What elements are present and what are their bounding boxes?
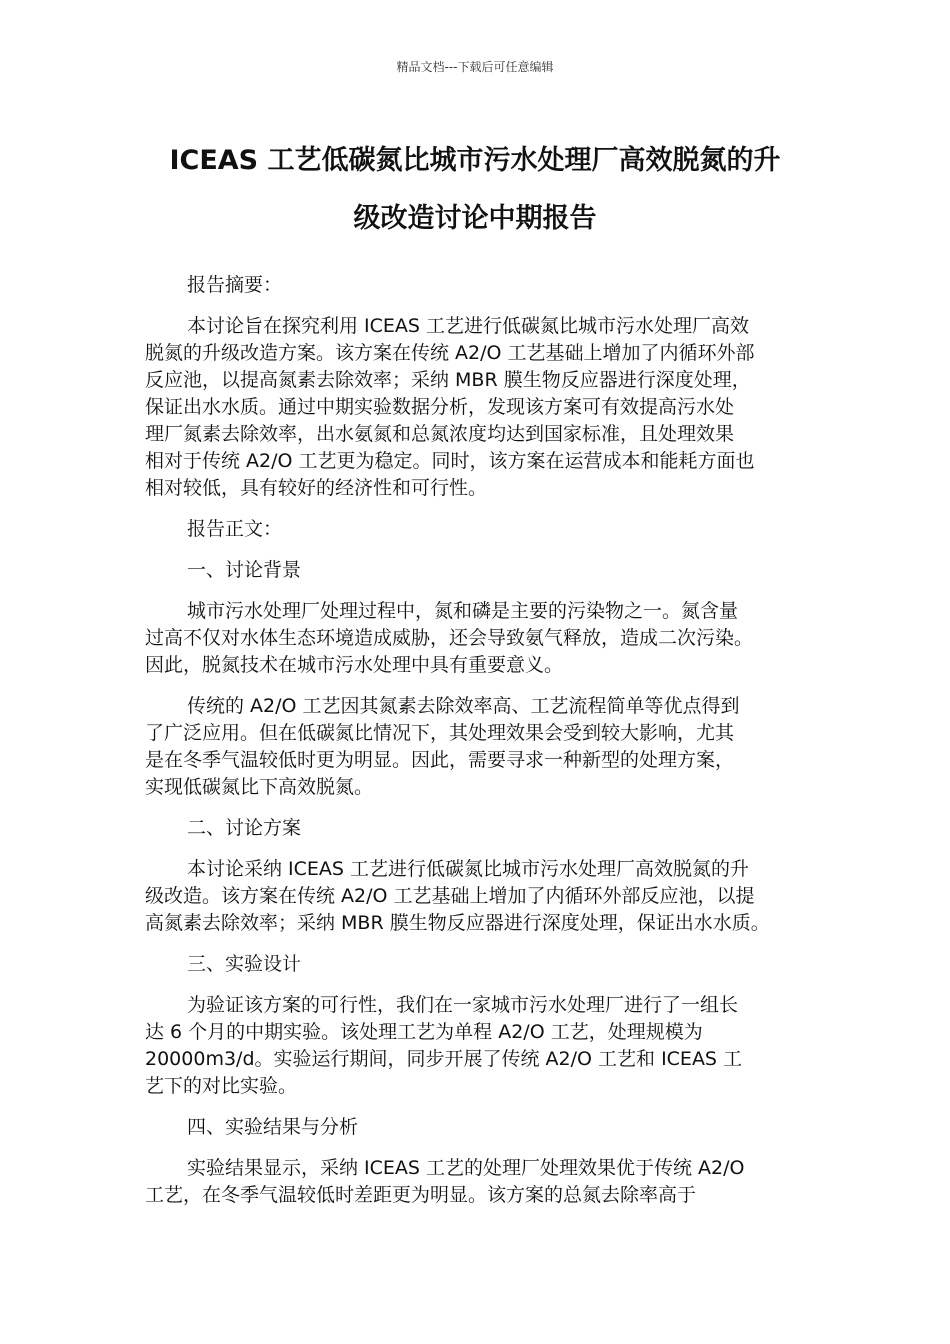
text-line: 为验证该方案的可行性，我们在一家城市污水处理厂进行了一组长 <box>187 994 739 1016</box>
text-line: 实验结果显示，采纳 ICEAS 工艺的处理厂处理效果优于传统 A2/O <box>187 1157 745 1179</box>
text-line: 报告正文： <box>187 518 283 540</box>
text-line: 因此，脱氮技术在城市污水处理中具有重要意义。 <box>145 654 564 676</box>
text-line: 传统的 A2/O 工艺因其氮素去除效率高、工艺流程简单等优点得到 <box>187 695 740 717</box>
document-title-line-2: 级改造讨论中期报告 <box>353 203 597 234</box>
text-line: 相对较低，具有较好的经济性和可行性。 <box>145 477 488 499</box>
paragraph-background-1 <box>145 598 815 679</box>
text-line: 了广泛应用。但在低碳氮比情况下，其处理效果会受到较大影响，尤其 <box>145 722 735 744</box>
text-line: 艺下的对比实验。 <box>145 1075 298 1097</box>
paragraph-body-heading <box>145 516 815 543</box>
paragraph-experiment-design <box>145 992 815 1100</box>
paragraph-background-2 <box>145 693 815 801</box>
section-heading-experiment-design <box>145 951 815 978</box>
text-line: 本讨论旨在探究利用 ICEAS 工艺进行低碳氮比城市污水处理厂高效 <box>187 315 750 337</box>
text-line: 二、讨论方案 <box>187 817 302 839</box>
paragraph-abstract-heading <box>145 272 815 299</box>
text-line: 工艺，在冬季气温较低时差距更为明显。该方案的总氮去除率高于 <box>145 1184 697 1206</box>
text-line: 过高不仅对水体生态环境造成威胁，还会导致氨气释放，造成二次污染。 <box>145 627 754 649</box>
text-line: 一、讨论背景 <box>187 559 302 581</box>
section-heading-background <box>145 557 815 584</box>
text-line: 反应池，以提高氮素去除效率；采纳 MBR 膜生物反应器进行深度处理， <box>145 369 751 391</box>
text-line: 城市污水处理厂处理过程中，氮和磷是主要的污染物之一。氮含量 <box>187 600 739 622</box>
text-line: 是在冬季气温较低时更为明显。因此，需要寻求一种新型的处理方案， <box>145 749 735 771</box>
section-heading-results <box>145 1114 815 1141</box>
text-line: 保证出水水质。通过中期实验数据分析，发现该方案可有效提高污水处 <box>145 396 735 418</box>
header-note: 精品文档---下载后可任意编辑 <box>396 60 554 74</box>
text-line: 实现低碳氮比下高效脱氮。 <box>145 776 374 798</box>
paragraph-results <box>145 1155 815 1209</box>
document-title-line-1: ICEAS 工艺低碳氮比城市污水处理厂高效脱氮的升 <box>169 145 781 176</box>
paragraph-plan <box>145 856 815 937</box>
text-line: 四、实验结果与分析 <box>187 1116 359 1138</box>
text-line: 理厂氮素去除效率，出水氨氮和总氮浓度均达到国家标准，且处理效果 <box>145 423 735 445</box>
text-line: 级改造。该方案在传统 A2/O 工艺基础上增加了内循环外部反应池，以提 <box>145 885 755 907</box>
text-line: 达 6 个月的中期实验。该处理工艺为单程 A2/O 工艺，处理规模为 <box>145 1021 703 1043</box>
paragraph-abstract <box>145 313 815 502</box>
text-line: 高氮素去除效率；采纳 MBR 膜生物反应器进行深度处理，保证出水水质。 <box>145 912 770 934</box>
text-line: 20000m3/d。实验运行期间，同步开展了传统 A2/O 工艺和 ICEAS 工 <box>145 1048 743 1070</box>
text-line: 本讨论采纳 ICEAS 工艺进行低碳氮比城市污水处理厂高效脱氮的升 <box>187 858 750 880</box>
text-line: 脱氮的升级改造方案。该方案在传统 A2/O 工艺基础上增加了内循环外部 <box>145 342 755 364</box>
text-line: 相对于传统 A2/O 工艺更为稳定。同时，该方案在运营成本和能耗方面也 <box>145 450 755 472</box>
section-heading-plan <box>145 815 815 842</box>
text-line: 三、实验设计 <box>187 953 302 975</box>
document-body <box>145 272 815 1209</box>
text-line: 报告摘要： <box>187 274 283 296</box>
